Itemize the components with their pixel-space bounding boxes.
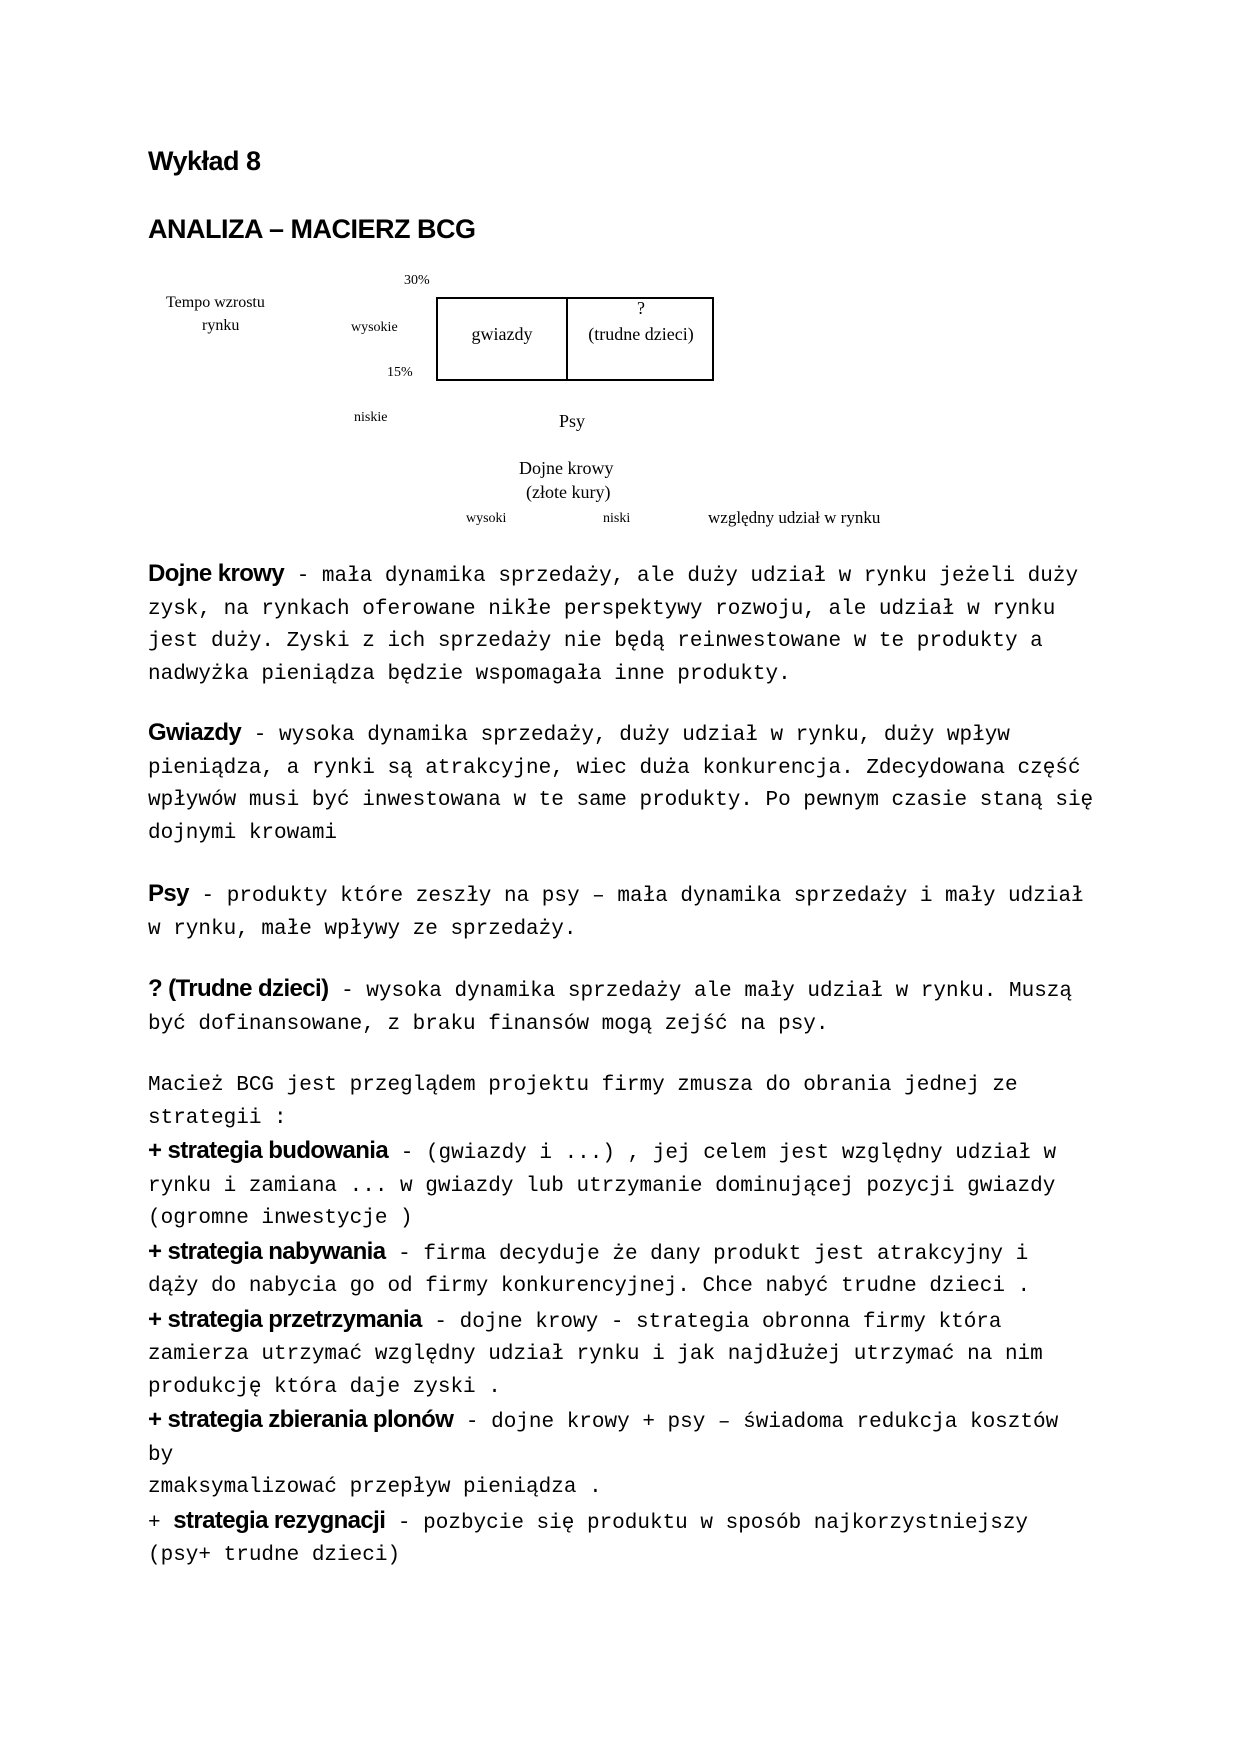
- plus-sign: +: [148, 1511, 174, 1535]
- growth-high-label: wysokie: [351, 320, 398, 335]
- text-line: dojne krowy + psy – świadoma redukcja kosztów: [491, 1411, 1059, 1434]
- text-line: zamierza utrzymać względny udział rynku i jak najdłużej utrzymać na nim: [148, 1343, 1043, 1366]
- term-strategy-holding: strategia przetrzymania: [167, 1305, 422, 1333]
- text-line: dojne krowy - strategia obronna firmy która: [459, 1310, 1002, 1334]
- text-line: zmaksymalizować przepływ pieniądza .: [148, 1476, 602, 1499]
- text-line: wpływów musi być inwestowana w te same produkty. Po pewnym czasie staną się: [148, 789, 1094, 812]
- separator: -: [421, 1310, 460, 1334]
- share-low-label: niski: [603, 511, 631, 526]
- separator: -: [388, 1142, 426, 1165]
- text-line: zysk, na rynkach oferowane nikłe perspektywy rozwoju, ale udział w rynku: [148, 597, 1056, 621]
- text-line: rynku i zamiana ... w gwiazdy lub utrzymanie dominującej pozycji gwiazdy: [148, 1174, 1056, 1198]
- text-line: pieniądza, a rynki są atrakcyjne, wiec duża konkurencja. Zdecydowana część: [148, 756, 1081, 780]
- plus-sign: +: [148, 1137, 168, 1164]
- text-line: dojnymi krowami: [148, 821, 338, 845]
- cell-question-mark: ?: [637, 298, 645, 318]
- text-line: firma decyduje że dany produkt jest atrakcyjny i: [423, 1242, 1029, 1266]
- dogs-label: Psy: [559, 411, 586, 431]
- term-cash-cows: Dojne krowy: [148, 560, 285, 587]
- text-line: produkcję która daje zyski .: [148, 1375, 501, 1399]
- paragraph-dogs: [148, 878, 1093, 946]
- term-stars: Gwiazdy: [148, 719, 242, 746]
- separator: -: [385, 1242, 424, 1266]
- text-line: jest duży. Zyski z ich sprzedaży nie będą reinwestowane w te produkty a: [148, 630, 1043, 653]
- text-line: (gwiazdy i ...) , jej celem jest względny udział w: [425, 1142, 1057, 1165]
- term-strategy-building: strategia budowania: [167, 1137, 389, 1164]
- term-strategy-divesting: strategia rezygnacji: [173, 1506, 386, 1534]
- cell-problem-children: (trudne dzieci): [588, 324, 694, 344]
- golden-hens-label: (złote kury): [526, 482, 611, 502]
- separator: -: [284, 565, 322, 588]
- strategy-holding: [148, 1304, 1093, 1340]
- plus-sign: +: [148, 1305, 168, 1333]
- separator: -: [188, 885, 227, 908]
- text-line: nadwyżka pieniądza będzie wspomagała inne produkty.: [148, 662, 791, 686]
- growth-low-label: niskie: [354, 410, 388, 425]
- text-line: w rynku, małe wpływy ze sprzedaży.: [148, 917, 577, 941]
- term-strategy-harvesting: strategia zbierania plonów: [167, 1406, 454, 1433]
- text-line: (psy+ trudne dzieci): [148, 1544, 401, 1567]
- growth-30-label: 30%: [404, 273, 430, 288]
- growth-axis-label-line2: rynku: [202, 317, 240, 334]
- lecture-title: Wykład 8: [148, 146, 261, 176]
- share-high-label: wysoki: [466, 511, 507, 526]
- separator: -: [328, 980, 367, 1003]
- strategies-intro-line: strategii :: [148, 1106, 287, 1130]
- text-line: mała dynamika sprzedaży, ale duży udział w rynku jeżeli duży: [321, 565, 1079, 588]
- paragraph-cash-cows: [148, 558, 1093, 691]
- text-line: być dofinansowane, z braku finansów mogą zejść na psy.: [148, 1012, 829, 1036]
- strategies-section: [148, 1070, 1093, 1573]
- separator: -: [453, 1411, 492, 1434]
- strategy-acquiring: [148, 1236, 1093, 1272]
- plus-sign: +: [148, 1237, 168, 1265]
- separator: -: [385, 1511, 424, 1535]
- paragraph-problem-children: [148, 973, 1093, 1041]
- text-line: (ogromne inwestycje ): [148, 1207, 413, 1230]
- cash-cows-label: Dojne krowy: [519, 458, 614, 478]
- text-line: produkty które zeszły na psy – mała dynamika sprzedaży i mały udział: [226, 885, 1084, 908]
- share-axis-label: względny udział w rynku: [708, 508, 881, 527]
- strategy-harvesting: [148, 1404, 1093, 1440]
- paragraph-stars: [148, 717, 1093, 850]
- cell-stars: gwiazdy: [471, 324, 533, 344]
- growth-axis-label-line1: Tempo wzrostu: [166, 294, 265, 311]
- strategies-intro-line: Macież BCG jest przeglądem projektu firmy zmusza do obrania jednej ze: [148, 1074, 1018, 1097]
- section-title: ANALIZA – MACIERZ BCG: [148, 214, 476, 244]
- strategy-divesting: [148, 1505, 1093, 1541]
- term-dogs: Psy: [148, 880, 189, 907]
- text-line: dąży do nabycia go od firmy konkurencyjnej. Chce nabyć trudne dzieci .: [148, 1275, 1031, 1298]
- term-problem-children: ? (Trudne dzieci): [148, 975, 329, 1002]
- text-line: wysoka dynamika sprzedaży, duży udział w rynku, duży wpływ: [278, 724, 1010, 747]
- separator: -: [241, 724, 279, 747]
- growth-15-label: 15%: [387, 365, 413, 380]
- strategy-building: [148, 1135, 1093, 1171]
- plus-sign: +: [148, 1406, 168, 1433]
- text-line: by: [148, 1443, 174, 1467]
- text-line: pozbycie się produktu w sposób najkorzystniejszy: [423, 1511, 1029, 1535]
- term-strategy-acquiring: strategia nabywania: [167, 1237, 386, 1265]
- text-line: wysoka dynamika sprzedaży ale mały udział w rynku. Muszą: [366, 980, 1073, 1003]
